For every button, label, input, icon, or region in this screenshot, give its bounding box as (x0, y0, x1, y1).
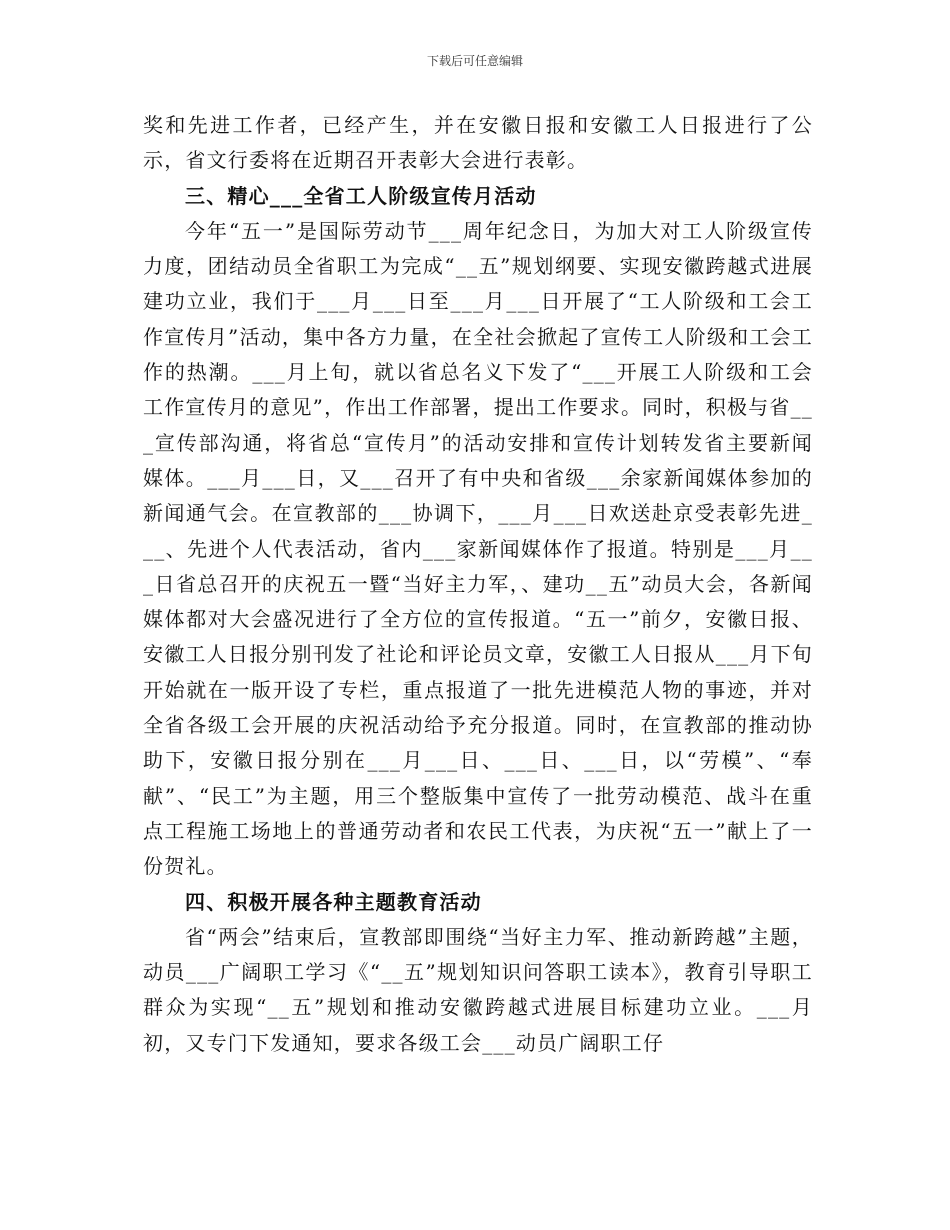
section-heading-3: 三、精心___全省工人阶级宣传月活动 (185, 183, 537, 208)
document-body (143, 108, 813, 1061)
paragraph-education-activities: 省“两会”结束后，宣教部即围绕“当好主力军、推动新跨越”主题，动员___广阔职工学习《“__五”规划知识问答职工读本》，教育引导职工群众为实现“__五”规划和推动安徽跨越式进展目标建功立业。___月初，又专门下发通知，要求各级工会___动员广阔职工仔 (143, 924, 813, 1055)
paragraph-propaganda-month: 今年“五一”是国际劳动节___周年纪念日，为加大对工人阶级宣传力度，团结动员全省职工为完成“__五”规划纲要、实现安徽跨越式进展建功立业，我们于___月___日至___月___日开展了“工人阶级和工会工作宣传月”活动，集中各方力量，在全社会掀起了宣传工人阶级和工会工作的热潮。___月上旬，就以省总名义下发了“___开展工人阶级和工会工作宣传月的意见”，作出工作部署，提出工作要求。同时，积极与省___宣传部沟通，将省总“宣传月”的活动安排和宣传计划转发省主要新闻媒体。___月___日，又___召开了有中央和省级___余家新闻媒体参加的新闻通气会。在宣教部的___协调下，___月___日欢送赴京受表彰先进___、先进个人代表活动，省内___家新闻媒体作了报道。特别是___月___日省总召开的庆祝五一暨“当好主力军，、建功__五”动员大会，各新闻媒体都对大会盛况进行了全方位的宣传报道。“五一”前夕，安徽日报、安徽工人日报分别刊发了社论和评论员文章，安徽工人日报从___月下旬开始就在一版开设了专栏，重点报道了一批先进模范人物的事迹，并对全省各级工会开展的庆祝活动给予充分报道。同时，在宣教部的推动协助下，安徽日报分别在___月___日、___日、___日，以“劳模”、“奉献”、“民工”为主题，用三个整版集中宣传了一批劳动模范、战斗在重点工程施工场地上的普通劳动者和农民工代表，为庆祝“五一”献上了一份贺礼。 (143, 218, 813, 879)
paragraph-continuation: 奖和先进工作者，已经产生，并在安徽日报和安徽工人日报进行了公示，省文行委将在近期召开表彰大会进行表彰。 (143, 113, 813, 173)
page-header-note: 下载后可任意编辑 (426, 54, 523, 68)
section-heading-4: 四、积极开展各种主题教育活动 (185, 889, 482, 914)
